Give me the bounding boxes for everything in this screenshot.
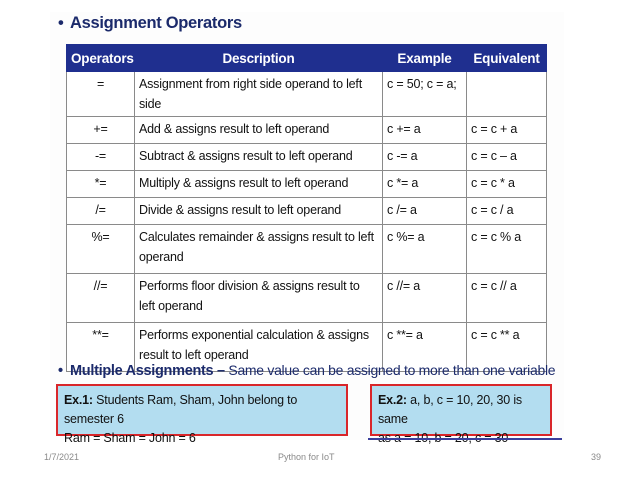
- description-cell: Performs floor division & assigns result to left operand: [135, 274, 383, 323]
- table-row: [67, 144, 547, 171]
- operator-cell: =: [67, 72, 135, 117]
- heading-text: Multiple Assignments –: [70, 363, 225, 379]
- header-operators: Operators: [67, 45, 135, 72]
- example-cell: c = 50; c = a;: [383, 72, 467, 117]
- table-row: [67, 198, 547, 225]
- assignment-operators-heading: [58, 14, 242, 33]
- footer-page-number: 39: [591, 452, 602, 462]
- table-header-row: [67, 45, 547, 72]
- description-cell: Assignment from right side operand to left side: [135, 72, 383, 117]
- operator-cell: /=: [67, 198, 135, 225]
- heading-subtitle: Same value can be assigned to more than one variable: [224, 362, 556, 378]
- example-cell: c += a: [383, 117, 467, 144]
- equivalent-cell: c = c % a: [467, 225, 547, 274]
- example-cell: c -= a: [383, 144, 467, 171]
- heading-text: Assignment Operators: [70, 14, 242, 32]
- example-1-box: [56, 384, 348, 445]
- heading-bullet: •: [58, 363, 63, 379]
- example-1-text: Students Ram, Sham, John belong to semester 6: [64, 393, 298, 426]
- example-cell: c /= a: [383, 198, 467, 225]
- equivalent-cell: c = c / a: [467, 198, 547, 225]
- example-1-line-1: [64, 391, 340, 429]
- description-cell: Subtract & assigns result to left operand: [135, 144, 383, 171]
- equivalent-cell: c = c ** a: [467, 323, 547, 372]
- operator-cell: +=: [67, 117, 135, 144]
- equivalent-cell: [467, 72, 547, 117]
- example-2-box: [370, 384, 552, 436]
- table-row: [67, 225, 547, 274]
- heading-bullet: •: [58, 14, 64, 32]
- assignment-operators-table: [66, 44, 547, 372]
- example-1-line-2: Ram = Sham = John = 6: [64, 431, 196, 445]
- table-row: [67, 171, 547, 198]
- bottom-divider-line: [368, 438, 562, 440]
- example-cell: c *= a: [383, 171, 467, 198]
- description-cell: Multiply & assigns result to left operand: [135, 171, 383, 198]
- operator-cell: //=: [67, 274, 135, 323]
- equivalent-cell: c = c * a: [467, 171, 547, 198]
- example-2-line-1: [378, 391, 544, 429]
- description-cell: Performs exponential calculation & assigns result to left operand: [135, 323, 383, 372]
- description-cell: Calculates remainder & assigns result to left operand: [135, 225, 383, 274]
- example-2-text: a, b, c = 10, 20, 30 is same: [378, 393, 522, 426]
- equivalent-cell: c = c – a: [467, 144, 547, 171]
- header-example: Example: [383, 45, 467, 72]
- example-1-label: Ex.1:: [64, 393, 93, 407]
- table-row: [67, 72, 547, 117]
- equivalent-cell: c = c + a: [467, 117, 547, 144]
- multiple-assignments-heading: [58, 362, 555, 379]
- operator-cell: *=: [67, 171, 135, 198]
- operator-cell: **=: [67, 323, 135, 372]
- table-row: [67, 117, 547, 144]
- footer-date: 1/7/2021: [44, 452, 80, 462]
- description-cell: Divide & assigns result to left operand: [135, 198, 383, 225]
- equivalent-cell: c = c // a: [467, 274, 547, 323]
- header-description: Description: [135, 45, 383, 72]
- example-cell: c **= a: [383, 323, 467, 372]
- example-cell: c %= a: [383, 225, 467, 274]
- footer-title: Python for IoT: [278, 452, 335, 462]
- table-row: [67, 274, 547, 323]
- operator-cell: %=: [67, 225, 135, 274]
- example-cell: c //= a: [383, 274, 467, 323]
- description-cell: Add & assigns result to left operand: [135, 117, 383, 144]
- header-equivalent: Equivalent: [467, 45, 547, 72]
- operator-cell: -=: [67, 144, 135, 171]
- example-2-label: Ex.2:: [378, 393, 407, 407]
